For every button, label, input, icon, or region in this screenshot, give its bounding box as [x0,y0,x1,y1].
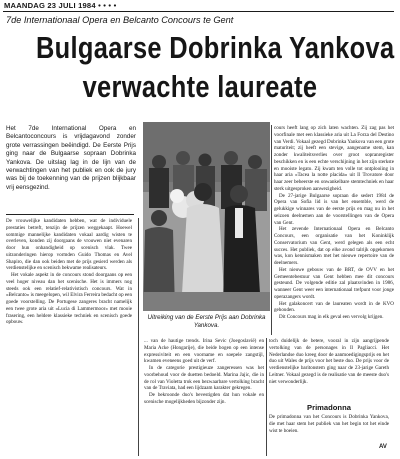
column-divider [266,338,267,456]
body-paragraph: Dit Concours mag in elk geval een vervolg krijgen. [279,314,384,320]
body-paragraph: Het nieuwe gebouw van de BRT, de OVV en het Gemeentebestuur van Gent hebben mee dit concours gesteund. De volgende editie zal plaatsvinden in 1986, wanneer Gent weer een internationaal trefpunt voor jonge operazangers wordt. [274,266,394,300]
body-paragraph: toch duidelijk de betere, vooral in zijn aangrijpende vertolking van de personages in Il Pagliacci. Het Nederlandse duo kreeg door de aanmoedigingsprijs en het duo uit Wales de prijs voor het beste duo. De prijs voor de verdienstelijke baritonstem ging naar de 23-jarige Gareth Leitner. Vokaal gezegd is de realisatie van de meeste duo's niet verwonderlijk. [269,338,389,385]
kicker: 7de Internationaal Opera en Belcanto Concours te Gent [6,15,234,25]
body-paragraph: De bekroonde duo's bevestigden dat hun vokale en scenische mogelijkheden bijzonder zijn. [144,392,264,405]
body-paragraph: cours heeft lang op zich laten wachten. Zij zag pas het voorfinale met een klassieke aria uit La Forza del Destino van Verdi. Vokaal gezegd Dobrinka Yankova van een grote maturiteit; zij heeft een stevige, aangename stem, kan zonder kwaliteitsverlies over groot sopranregister beschikken en is een echte verschijning in het zijn sterkste en mooiste legato. Zij kwam ten volle tot ontplooiing in haar aria «Tacea la notte placida» uit Il Trovatore door haar zeer beheerste en onwankelbare stemtechniek en haar sterk uitgesproken aanwezigheid. [274,125,394,192]
column-divider [271,125,272,335]
photo-image [143,122,270,311]
body-column-1 [6,218,132,456]
body-paragraph: Het vokale aspekt in de concours stond doorgaans op een veel hoger niveau dan het scenische. Het is immers nog steeds ook een relatief-relativistisch concours. Wat in «Belcanto» is meegelopen, wil Elvira Ferreira bedacht op een goede voorstelling. De Portugese zangeres bracht namelijk een twee grote aria uit «Lucia di Lammermoor» met mooie frasering, een heldere klassieke techniek en scenisch goede opbouw. [6,272,132,326]
column-divider [138,218,139,456]
body-paragraph: Het zevende Internationaal Opera en Belcanto Concours, een organisatie van het Koninklijk Conservatorium van Gent, werd gelegen als een echt succes. Het publiek, dat op elke avond talrijk opgekomen was, kon kennismaken met het nieuwe repertoire van de deelnemers. [274,226,394,266]
photo-caption: Uitreiking van de Eerste Prijs aan Dobrinka Yankova. [147,314,266,329]
lead-paragraph: Het 7de International Opera en Belcantoconcours is vrijdagavond zonder grote verrassingen beëindigd. De Eerste Prijs ging naar de Bulgaarse sopraan Dobrinka Yankova. De uitslag lag in de lijn van de verwachtingen van het publiek en ook de jury was bij de toekenning van de prijzen blijkbaar vrij eensgezind. [6,125,136,191]
author-signature: AV [379,444,387,450]
body-paragraph: De vrouwelijke kandidaten hebben, wat de individuele prestaties betreft, tenzijn de prijzen weggekaapt. Hoewel sommige mannelijke kandidaten vokaal aardig wisten te overleven, konden zij doorgaans de vrouwen niet evenaren door hun onhandigheid op scenisch vlak. Twee uitzonderingen hierop vormden Guido Thomas en Avel Shapiro, die dan ook beiden met de prijs gesierd werden als verdienstelijke en scenisch bekwame realisateurs. [6,218,132,272]
headline-line-2: verwachte laureate [82,69,318,104]
headline-line-1: Bulgaarse Dobrinka Yankova [36,30,395,65]
award-photo [143,122,270,311]
lead-rule [6,214,134,215]
dateline: MAANDAG 23 JULI 1984 • • • • [4,1,117,10]
body-column-2 [144,338,264,456]
section-subhead: Primadonna [307,403,351,412]
body-paragraph: Het galakoncert van de laureaten wordt in de KVO gehouden. [274,300,394,314]
body-paragraph: In de categorie prestigieuze zangeressen was het voorbehoud voor de duetten bedoeld. Marina Jajic, die in de rol van Violetta trok een bezwaarbare vertolking bracht van de Traviata, had een lijdzaam karakter gekregen. [144,365,264,392]
body-paragraph: De 27-jarige Bulgaarse sopraan die sedert 1984 de Opera van Sofia lid is van het ensemble, werd de gelukkige winnares van de eerste prijs en mag nu in het seizoen deelnemen aan de voorstellingen van de Opera van Gent. [274,192,394,226]
top-rule [3,11,394,12]
body-column-4 [274,125,394,450]
body-paragraph: De primadonna van het Concours is Dobrinka Yankova, die met haar stem het publiek van het begin tot het einde wist te boeien. [269,414,389,434]
body-paragraph: ... van de hautige trends. Irina Sevic (Joegoslavië) en Maria Acke (Hongarije), die beide bogen op een intense expressiviteit en een voorname en soepele zangstijl, kwamen eveneens goed uit de verf. [144,338,264,365]
